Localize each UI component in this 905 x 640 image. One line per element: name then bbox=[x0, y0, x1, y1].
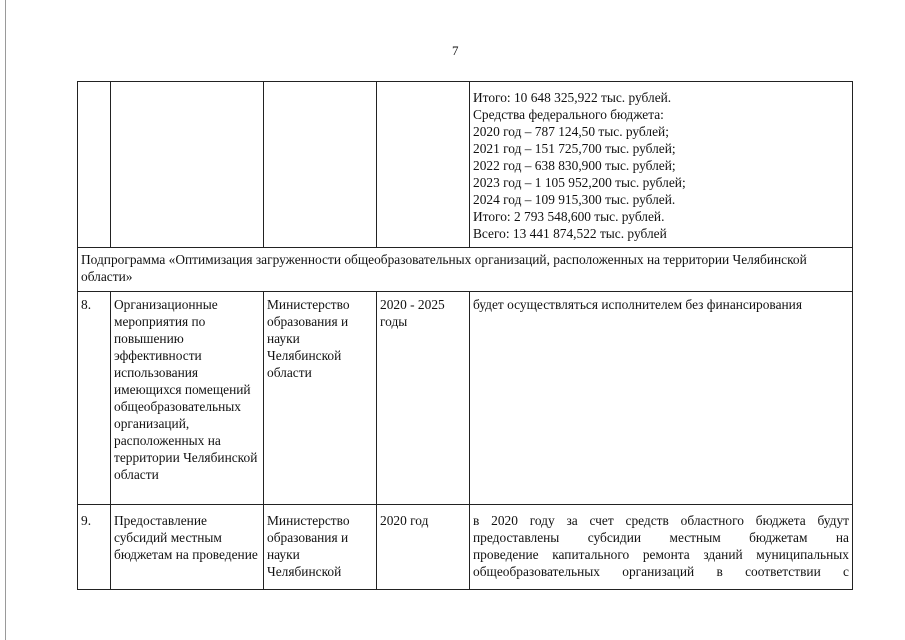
table-row bbox=[78, 505, 853, 590]
cell-activity bbox=[111, 82, 264, 248]
program-table bbox=[77, 81, 853, 590]
financing-line: 2020 год – 787 124,50 тыс. рублей; bbox=[473, 124, 669, 139]
executor-text: Министерство образования и науки Челябинской bbox=[264, 505, 377, 590]
row-number: 9. bbox=[78, 505, 111, 590]
executor-text: Министерство образования и науки Челябинской области bbox=[264, 292, 377, 505]
financing-text bbox=[470, 505, 853, 590]
financing-line: 2022 год – 638 830,900 тыс. рублей; bbox=[473, 158, 676, 173]
page-number: 7 bbox=[452, 43, 459, 58]
cell-period bbox=[377, 82, 470, 248]
financing-line: Всего: 13 441 874,522 тыс. рублей bbox=[473, 226, 667, 241]
cell-executor bbox=[264, 82, 377, 248]
table-row bbox=[78, 82, 853, 248]
financing-line: Итого: 10 648 325,922 тыс. рублей. bbox=[473, 90, 672, 105]
financing-line: Итого: 2 793 548,600 тыс. рублей. bbox=[473, 209, 665, 224]
financing-line: Средства федерального бюджета: bbox=[473, 107, 664, 122]
financing-line: предоставлены субсидии местным бюджетам на bbox=[473, 530, 849, 545]
financing-line: общеобразовательных организаций в соответствии с bbox=[473, 564, 849, 579]
activity-text: Организационные мероприятия по повышению эффективности использования имеющихся помещений общеобразовательных организаций, расположенных на территории Челябинской области bbox=[111, 292, 264, 505]
cell-financing bbox=[470, 82, 853, 248]
financing-line: 2024 год – 109 915,300 тыс. рублей. bbox=[473, 192, 676, 207]
table-row bbox=[78, 292, 853, 505]
scan-left-edge bbox=[5, 0, 6, 640]
financing-line: в 2020 году за счет средств областного бюджета будут bbox=[473, 513, 849, 528]
subprogram-title: Подпрограмма «Оптимизация загруженности общеобразовательных организаций, расположенных на территории Челябинской области» bbox=[78, 248, 853, 292]
row-number: 8. bbox=[78, 292, 111, 505]
subprogram-row bbox=[78, 248, 853, 292]
activity-text: Предоставление субсидий местным бюджетам на проведение bbox=[111, 505, 264, 590]
period-text: 2020 год bbox=[377, 505, 470, 590]
financing-text: будет осуществляться исполнителем без финансирования bbox=[470, 292, 853, 505]
financing-line: 2023 год – 1 105 952,200 тыс. рублей; bbox=[473, 175, 686, 190]
cell-number bbox=[78, 82, 111, 248]
period-text: 2020 - 2025 годы bbox=[377, 292, 470, 505]
financing-line: 2021 год – 151 725,700 тыс. рублей; bbox=[473, 141, 676, 156]
financing-line: проведение капитального ремонта зданий муниципальных bbox=[473, 547, 849, 562]
